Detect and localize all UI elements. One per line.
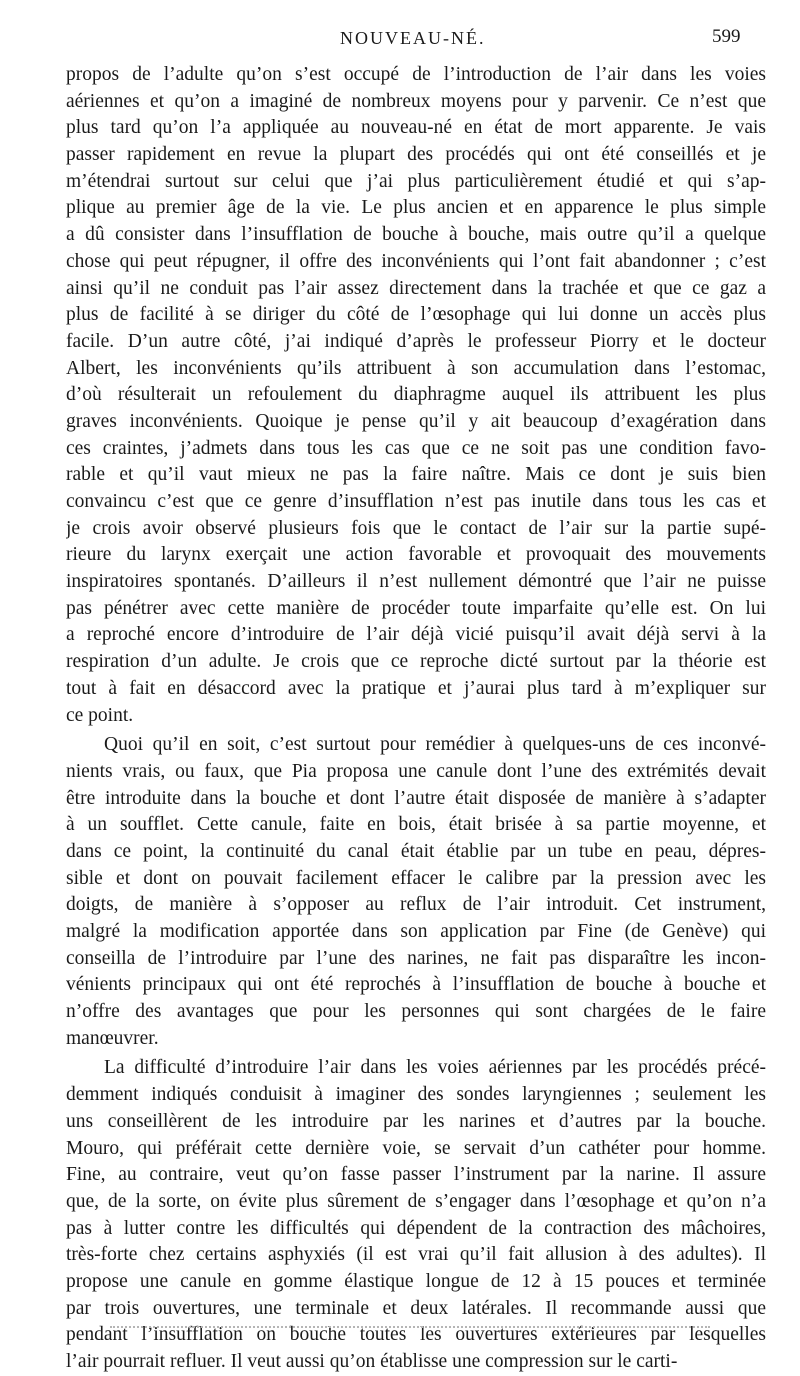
text-line: manœuvrer. <box>66 1027 159 1049</box>
text-line: demment indiqués conduisit à imaginer des sondes laryngiennes ; seulement les <box>66 1084 766 1106</box>
text-line: n’offre des avantages que pour les personnes qui sont chargées de le faire <box>66 1001 766 1023</box>
text-line: à un soufflet. Cette canule, faite en bois, était brisée à sa partie moyenne, et <box>66 814 766 836</box>
text-line: uns conseillèrent de les introduire par les narines et d’autres par la bouche. <box>66 1110 766 1132</box>
text-line: m’étendrai surtout sur celui que j’ai plus particulièrement étudié et qui s’ap- <box>66 170 766 192</box>
text-line: chose qui peut répugner, il offre des inconvénients qui l’ont fait abandonner ; c’est <box>66 250 766 272</box>
paragraph <box>66 732 766 1052</box>
body-text <box>66 62 766 1376</box>
text-line: je crois avoir observé plusieurs fois que le contact de l’air sur la partie supé- <box>66 517 766 539</box>
text-line: Quoi qu’il en soit, c’est surtout pour remédier à quelques-uns de ces inconvé- <box>104 734 766 756</box>
text-line: a dû consister dans l’insufflation de bouche à bouche, mais outre qu’il a quelque <box>66 224 766 246</box>
text-line: convaincu c’est que ce genre d’insufflation n’est pas inutile dans tous les cas et <box>66 491 766 512</box>
text-line: pas pénétrer avec cette manière de procéder toute imparfaite qu’elle est. On lui <box>66 597 766 619</box>
footer-rule <box>110 1322 710 1328</box>
text-line: Mouro, qui préférait cette dernière voie, se servait d’un cathéter pour homme. <box>66 1137 766 1159</box>
text-line: d’où résulterait un refoulement du diaphragme auquel ils attribuent les plus <box>66 384 766 406</box>
text-line: doigts, de manière à s’opposer au reflux de l’air introduit. Cet instrument, <box>66 894 766 916</box>
text-line: plus tard qu’on l’a appliquée au nouveau-né en état de mort apparente. Je vais <box>66 117 766 139</box>
text-line: par trois ouvertures, une terminale et deux latérales. Il recommande aussi que <box>66 1297 766 1319</box>
text-line: propose une canule en gomme élastique longue de 12 à 15 pouces et terminée <box>66 1270 766 1292</box>
text-line: pendant l’insufflation on bouche toutes les ouvertures extérieures par lesquelles <box>66 1324 766 1346</box>
text-line: malgré la modification apportée dans son application par Fine (de Genève) qui <box>66 921 766 942</box>
text-line: a reproché encore d’introduire de l’air déjà vicié puisqu’il avait déjà servi à la <box>66 624 766 646</box>
text-line: respiration d’un adulte. Je crois que ce reproche dicté surtout par la théorie est <box>66 651 766 673</box>
text-line: que, de la sorte, on évite plus sûrement de s’engager dans l’œsophage et qu’on n’a <box>66 1190 766 1212</box>
text-line: propos de l’adulte qu’on s’est occupé de l’introduction de l’air dans les voies <box>66 64 766 85</box>
text-line: Albert, les inconvénients qu’ils attribuent à son accumulation dans l’estomac, <box>66 357 766 379</box>
text-line: La difficulté d’introduire l’air dans les voies aériennes par les procédés précé- <box>104 1057 766 1079</box>
text-line: Fine, au contraire, veut qu’on fasse passer l’instrument par la narine. Il assure <box>66 1164 766 1186</box>
text-line: graves inconvénients. Quoique je pense qu’il y ait beaucoup d’exagération dans <box>66 410 766 432</box>
text-line: ces craintes, j’admets dans tous les cas que ce ne soit pas une condition favo- <box>66 437 766 459</box>
text-line: facile. D’un autre côté, j’ai indiqué d’après le professeur Piorry et le docteur <box>66 330 766 352</box>
page-header <box>0 16 800 56</box>
text-line: rable et qu’il vaut mieux ne pas la faire naître. Mais ce dont je suis bien <box>66 464 766 486</box>
text-line: nients vrais, ou faux, que Pia proposa une canule dont l’une des extrémités devait <box>66 760 766 782</box>
text-line: ce point. <box>66 704 134 726</box>
text-line: rieure du larynx exerçait une action favorable et provoquait des mouvements <box>66 544 766 566</box>
text-line: dans ce point, la continuité du canal était établie par un tube en peau, dépres- <box>66 840 766 862</box>
text-line: inspiratoires spontanés. D’ailleurs il n’est nullement démontré que l’air ne puisse <box>66 571 766 593</box>
text-line: tout à fait en désaccord avec la pratique et j’aurai plus tard à m’expliquer sur <box>66 677 766 699</box>
paragraph <box>66 62 766 729</box>
text-line: sible et dont on pouvait facilement effacer le calibre par la pression avec les <box>66 867 766 889</box>
text-line: l’air pourrait refluer. Il veut aussi qu’on établisse une compression sur le carti- <box>66 1351 678 1372</box>
text-line: plique au premier âge de la vie. Le plus ancien et en apparence le plus simple <box>66 197 766 219</box>
text-line: conseilla de l’introduire par l’une des narines, ne fait pas disparaître les incon- <box>66 947 766 969</box>
text-line: aériennes et qu’on a imaginé de nombreux moyens pour y parvenir. Ce n’est que <box>66 90 766 112</box>
text-line: vénients principaux qui ont été reprochés à l’insufflation de bouche à bouche et <box>66 974 766 996</box>
running-title: NOUVEAU-NÉ. <box>340 28 486 48</box>
text-line: plus de facilité à se diriger du côté de l’œsophage qui lui donne un accès plus <box>66 304 766 326</box>
page-number: 599 <box>712 26 741 47</box>
text-line: ainsi qu’il ne conduit pas l’air assez directement dans la trachée et que ce gaz a <box>66 277 766 299</box>
text-line: très-forte chez certains asphyxiés (il est vrai qu’il fait allusion à des adultes). Il <box>66 1244 766 1266</box>
text-line: être introduite dans la bouche et dont l’autre était disposée de manière à s’adapter <box>66 787 766 809</box>
text-line: pas à lutter contre les difficultés qui dépendent de la contraction des mâchoires, <box>66 1217 766 1239</box>
text-line: passer rapidement en revue la plupart des procédés qui ont été conseillés et je <box>66 144 766 166</box>
